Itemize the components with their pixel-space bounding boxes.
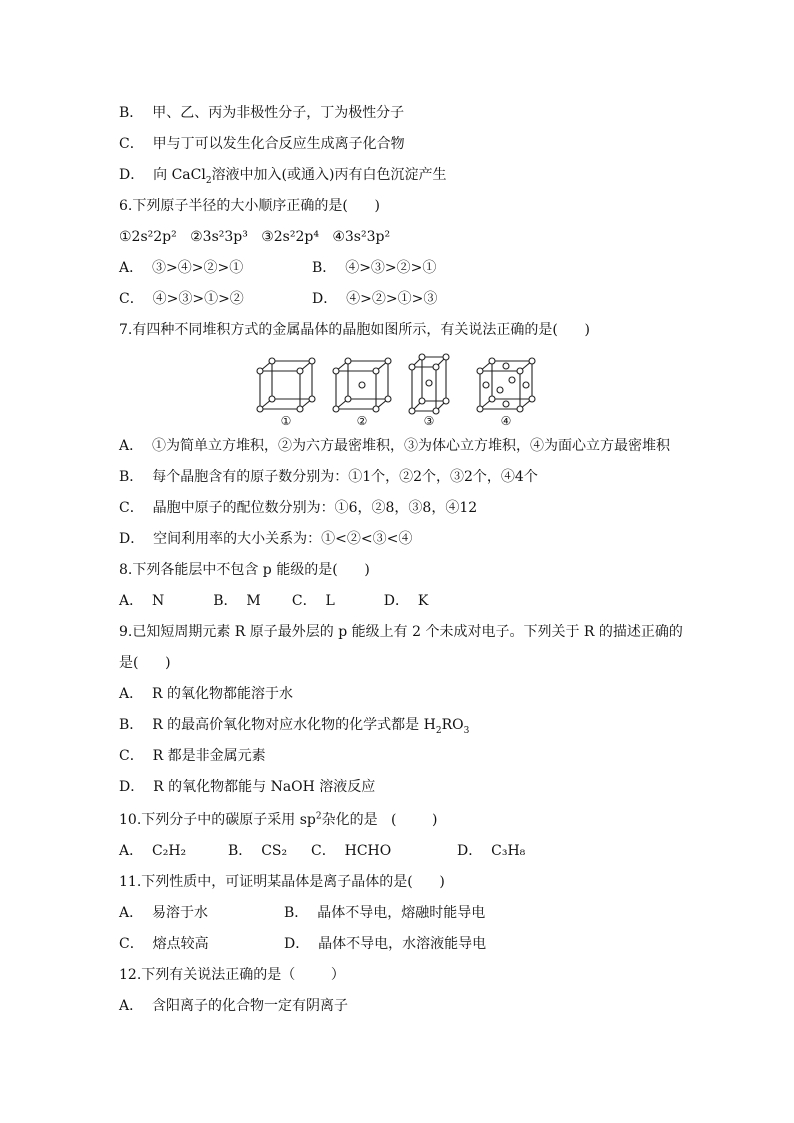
unit-cell-1-simple-cubic (257, 358, 315, 412)
q9-option-c: C． R 都是非金属元素 (119, 748, 266, 764)
q6-config-1: ①2s²2p² (119, 229, 177, 245)
unit-cell-3-hexagonal (409, 354, 449, 414)
q10-option-d: D． C₃H₈ (457, 843, 526, 859)
q11-option-a: A． 易溶于水 (119, 905, 209, 921)
unit-cell-2-body-centered (333, 358, 391, 412)
unit-cell-4-face-centered (477, 358, 535, 412)
q11-option-d: D． 晶体不导电，水溶液能导电 (284, 936, 487, 952)
q10-option-a: A． C₂H₂ (119, 843, 187, 859)
q9-option-b-sub-1: 2 (435, 725, 442, 736)
q9-option-b-sub-2: 3 (463, 725, 470, 736)
q11-option-c: C． 熔点较高 (119, 936, 209, 952)
q5-option-c: C． 甲与丁可以发生化合反应生成离子化合物 (119, 136, 405, 152)
q5-option-d (119, 166, 447, 184)
q11-stem: 11.下列性质中，可证明某晶体是离子晶体的是( ) (119, 874, 445, 890)
figure-label-3: ③ (423, 414, 435, 427)
q10-stem-superscript: 2 (315, 811, 322, 822)
figure-label-2: ② (356, 414, 368, 427)
q9-option-d: D． R 的氧化物都能与 NaOH 溶液反应 (119, 779, 376, 795)
q10-option-c: C． HCHO (311, 843, 392, 859)
q7-option-a: A． ①为简单立方堆积，②为六方最密堆积，③为体心立方堆积，④为面心立方最密堆积 (119, 438, 671, 454)
q6-configs (119, 228, 390, 246)
q5-option-d-subscript: 2 (205, 175, 212, 186)
q6-stem: 6.下列原子半径的大小顺序正确的是( ) (119, 198, 380, 214)
q11-option-b: B． 晶体不导电，熔融时能导电 (284, 905, 486, 921)
q6-config-4: ④3s²3p² (332, 229, 391, 245)
q9-option-a: A． R 的氧化物都能溶于水 (119, 686, 294, 702)
q6-config-2: ②3s²3p³ (190, 229, 248, 245)
q6-option-a: A． ③>④>②>① (119, 260, 244, 276)
q10-stem-text: 10.下列分子中的碳原子采用 sp (119, 812, 316, 828)
figure-label-4: ④ (500, 414, 512, 427)
q8-options: A． N B． M C． L D． K (119, 593, 429, 609)
q6-config-3: ③2s²2p⁴ (261, 229, 319, 245)
q10-stem-text-end: 杂化的是 ( ) (321, 812, 438, 828)
q9-option-b-text: B． R 的最高价氧化物对应水化物的化学式都是 H (119, 717, 436, 733)
q5-option-d-text-end: 溶液中加入(或通入)丙有白色沉淀产生 (211, 167, 447, 183)
q9-stem-line-2: 是( ) (119, 655, 171, 671)
figure-label-1: ① (280, 414, 292, 427)
q12-stem: 12.下列有关说法正确的是（ ） (119, 967, 345, 983)
q7-stem: 7.有四种不同堆积方式的金属晶体的晶胞如图所示，有关说法正确的是( ) (119, 322, 590, 338)
q7-option-d: D． 空间利用率的大小关系为：①<②<③<④ (119, 531, 413, 547)
q8-stem: 8.下列各能层中不包含 p 能级的是( ) (119, 562, 370, 578)
q10-stem (119, 811, 438, 829)
q9-option-b (119, 716, 469, 734)
q12-option-a: A． 含阳离子的化合物一定有阴离子 (119, 998, 349, 1014)
q9-stem-line-1: 9.已知短周期元素 R 原子最外层的 p 能级上有 2 个未成对电子。下列关于 R 的描述正确的 (119, 624, 683, 640)
q6-option-c: C． ④>③>①>② (119, 291, 244, 307)
q5-option-d-text: D． 向 CaCl (119, 167, 206, 183)
q9-option-b-formula: RO (441, 717, 464, 733)
crystal-cells-figure (255, 349, 545, 427)
q7-option-c: C． 晶胞中原子的配位数分别为：①6，②8，③8，④12 (119, 500, 478, 516)
q10-option-b: B． CS₂ (228, 843, 288, 859)
q6-option-b: B． ④>③>②>① (312, 260, 437, 276)
q7-option-b: B． 每个晶胞含有的原子数分别为：①1个，②2个，③2个，④4个 (119, 469, 538, 485)
q6-option-d: D． ④>②>①>③ (312, 291, 438, 307)
q5-option-b: B． 甲、乙、丙为非极性分子，丁为极性分子 (119, 105, 405, 121)
